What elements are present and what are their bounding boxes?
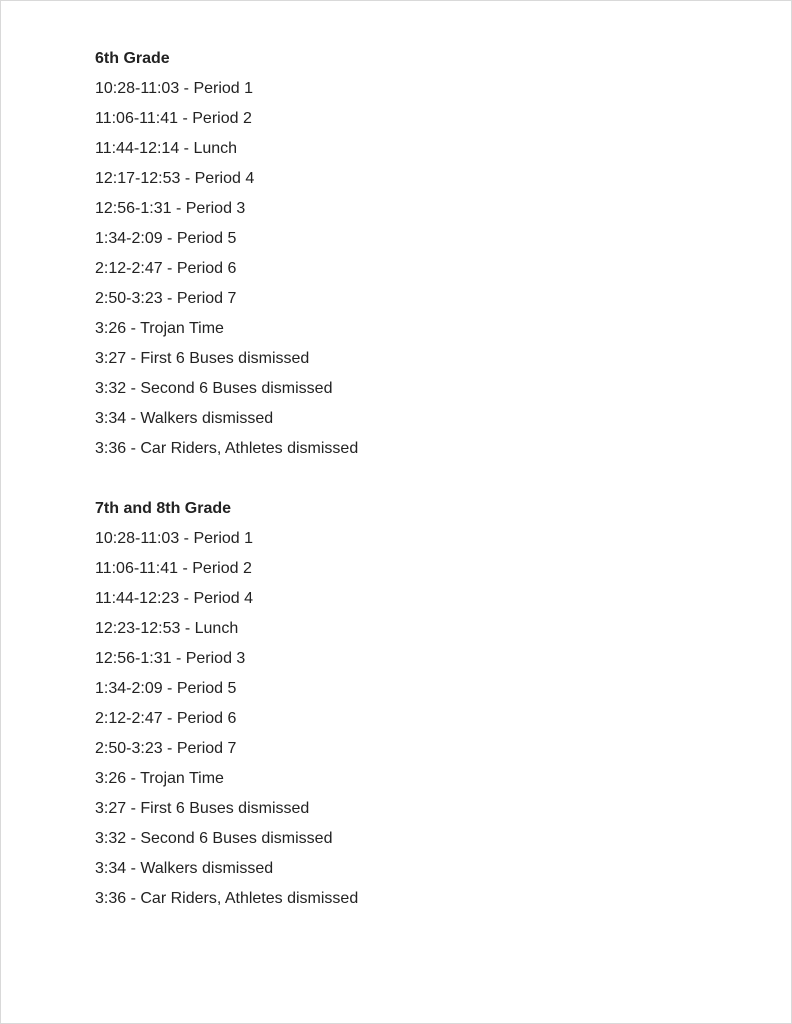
schedule-line: 3:34 - Walkers dismissed [95, 410, 274, 427]
schedule-line: 11:06-11:41 - Period 2 [95, 110, 252, 127]
schedule-line: 10:28-11:03 - Period 1 [95, 80, 254, 97]
schedule-content [95, 47, 735, 917]
section-title: 7th and 8th Grade [95, 500, 232, 517]
schedule-line: 3:27 - First 6 Buses dismissed [95, 350, 310, 367]
schedule-line: 12:23-12:53 - Lunch [95, 620, 239, 637]
schedule-line: 11:44-12:14 - Lunch [95, 140, 238, 157]
schedule-line: 11:44-12:23 - Period 4 [95, 590, 254, 607]
section-6th-grade [95, 47, 735, 467]
schedule-line: 11:06-11:41 - Period 2 [95, 560, 252, 577]
schedule-line: 3:26 - Trojan Time [95, 770, 224, 787]
section-7th-8th-grade [95, 497, 735, 917]
schedule-line: 3:27 - First 6 Buses dismissed [95, 800, 310, 817]
section-spacer [95, 467, 735, 497]
schedule-line: 2:12-2:47 - Period 6 [95, 260, 237, 277]
schedule-line: 12:56-1:31 - Period 3 [95, 200, 246, 217]
schedule-line: 3:32 - Second 6 Buses dismissed [95, 380, 333, 397]
section-title: 6th Grade [95, 50, 170, 67]
schedule-line: 3:36 - Car Riders, Athletes dismissed [95, 890, 359, 907]
schedule-line: 1:34-2:09 - Period 5 [95, 230, 237, 247]
schedule-line: 2:12-2:47 - Period 6 [95, 710, 237, 727]
schedule-line: 1:34-2:09 - Period 5 [95, 680, 237, 697]
schedule-line: 3:36 - Car Riders, Athletes dismissed [95, 440, 359, 457]
schedule-line: 12:56-1:31 - Period 3 [95, 650, 246, 667]
schedule-line: 2:50-3:23 - Period 7 [95, 290, 237, 307]
schedule-line: 12:17-12:53 - Period 4 [95, 170, 255, 187]
schedule-line: 2:50-3:23 - Period 7 [95, 740, 237, 757]
schedule-line: 3:26 - Trojan Time [95, 320, 224, 337]
schedule-line: 3:34 - Walkers dismissed [95, 860, 274, 877]
schedule-line: 10:28-11:03 - Period 1 [95, 530, 254, 547]
schedule-line: 3:32 - Second 6 Buses dismissed [95, 830, 333, 847]
